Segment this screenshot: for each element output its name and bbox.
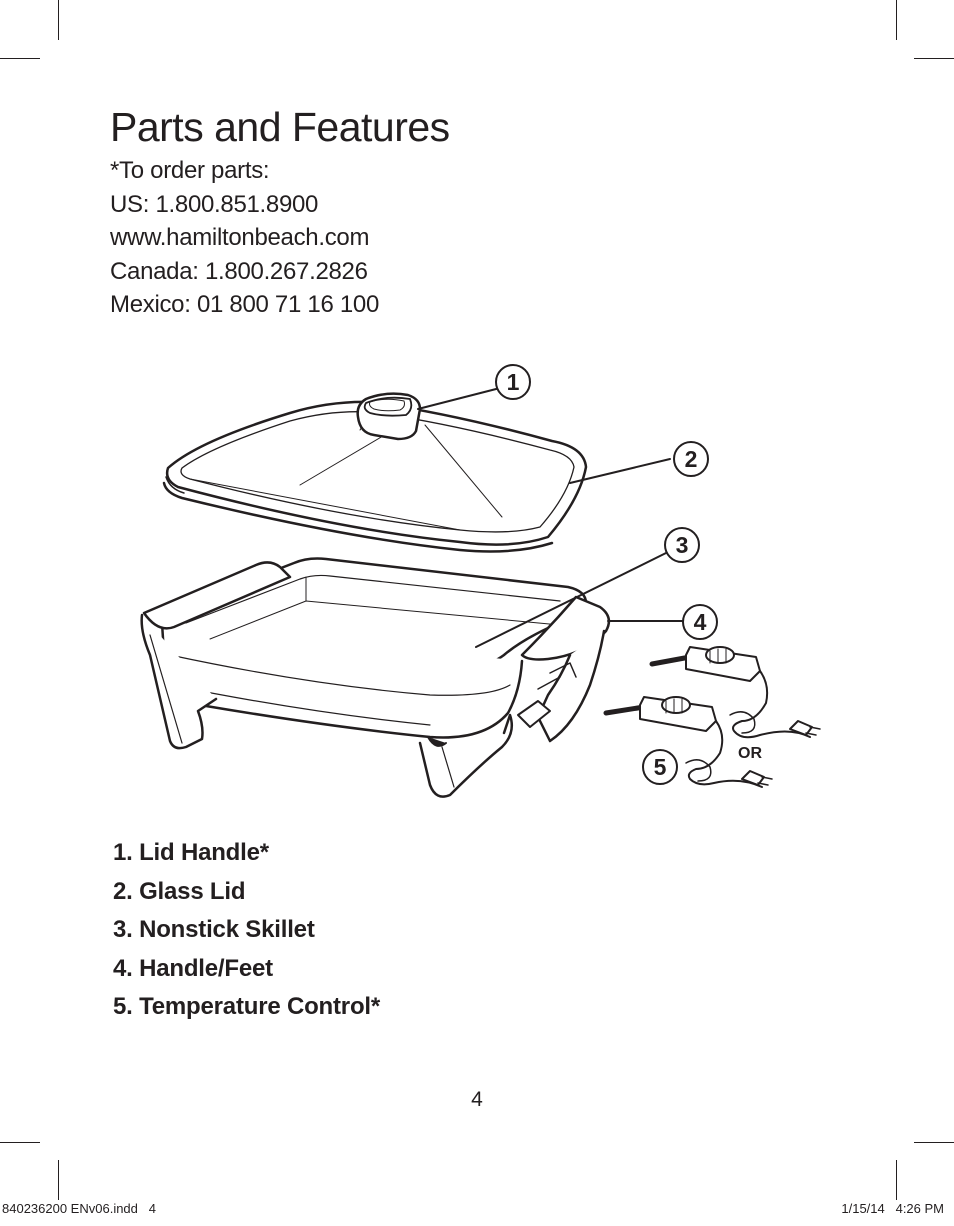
crop-mark-top-right-h bbox=[914, 58, 954, 59]
page-number: 4 bbox=[471, 1088, 483, 1111]
svg-text:3: 3 bbox=[675, 532, 689, 558]
part-lid-handle: 1. Lid Handle* bbox=[113, 839, 269, 866]
us-phone: US: 1.800.851.8900 bbox=[110, 190, 319, 218]
crop-mark-bottom-right-h bbox=[914, 1142, 954, 1143]
callout-2 bbox=[672, 440, 710, 478]
or-label: OR bbox=[738, 745, 762, 762]
crop-mark-top-left-v bbox=[58, 0, 59, 40]
website-url: www.hamiltonbeach.com bbox=[110, 224, 370, 251]
parts-order-contact bbox=[110, 154, 379, 322]
order-parts-note: *To order parts: bbox=[110, 157, 270, 184]
mexico-phone: Mexico: 01 800 71 16 100 bbox=[110, 291, 379, 318]
file-slug: 840236200 ENv06.indd 4 bbox=[2, 1201, 156, 1216]
date-slug: 1/15/14 4:26 PM bbox=[841, 1201, 944, 1216]
svg-text:4: 4 bbox=[693, 609, 707, 635]
part-nonstick-skillet: 3. Nonstick Skillet bbox=[113, 916, 315, 943]
crop-mark-bottom-left-h bbox=[0, 1142, 40, 1143]
callout-4 bbox=[681, 603, 719, 641]
parts-list bbox=[113, 834, 380, 1027]
part-handle-feet: 4. Handle/Feet bbox=[113, 954, 273, 982]
part-glass-lid: 2. Glass Lid bbox=[113, 877, 246, 905]
temperature-control-drawing bbox=[606, 647, 820, 787]
callout-1 bbox=[494, 363, 532, 401]
callout-5 bbox=[641, 748, 679, 786]
crop-mark-bottom-left-v bbox=[58, 1160, 59, 1200]
svg-text:5: 5 bbox=[653, 754, 667, 780]
leader-line-1 bbox=[418, 388, 500, 409]
lid-handle-drawing bbox=[358, 394, 420, 439]
skillet-illustration bbox=[130, 355, 830, 820]
part-temperature-control: 5. Temperature Control* bbox=[113, 993, 381, 1020]
crop-mark-top-left-h bbox=[0, 58, 40, 59]
callout-3 bbox=[663, 526, 701, 564]
crop-mark-bottom-right-v bbox=[896, 1160, 897, 1200]
crop-mark-top-right-v bbox=[896, 0, 897, 40]
svg-text:1: 1 bbox=[506, 369, 520, 395]
page-title: Parts and Features bbox=[110, 104, 450, 150]
svg-text:2: 2 bbox=[684, 446, 698, 472]
canada-phone: Canada: 1.800.267.2826 bbox=[110, 257, 368, 285]
